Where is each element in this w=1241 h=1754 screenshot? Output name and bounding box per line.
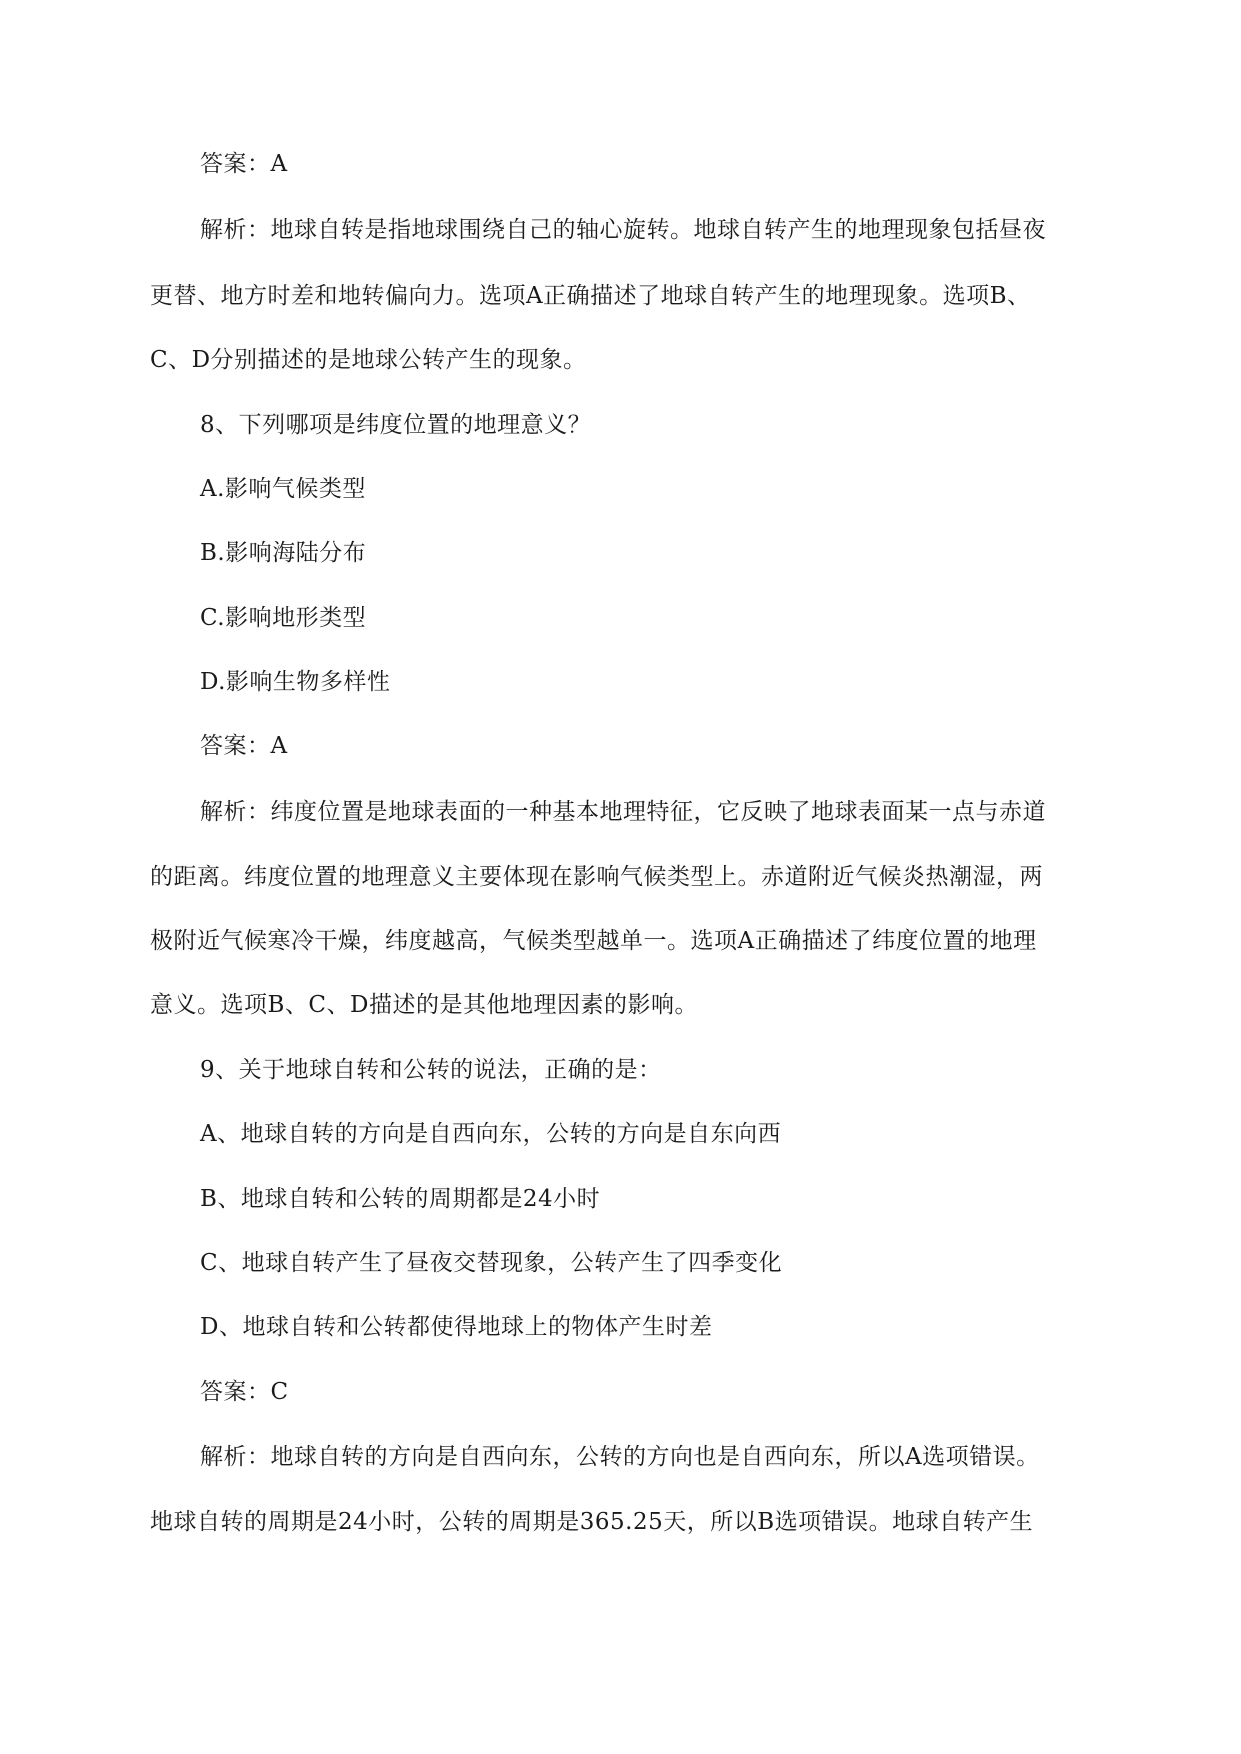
question-9-option-d: D、地球自转和公转都使得地球上的物体产生时差 bbox=[200, 1314, 713, 1340]
answer-7: 答案：A bbox=[200, 151, 288, 177]
question-9-option-c: C、地球自转产生了昼夜交替现象，公转产生了四季变化 bbox=[200, 1250, 783, 1276]
question-8-option-d: D.影响生物多样性 bbox=[200, 669, 391, 695]
analysis-7-line-2: 更替、地方时差和地转偏向力。选项A正确描述了地球自转产生的地理现象。选项B、 bbox=[150, 283, 1031, 309]
analysis-7-line-1: 解析：地球自转是指地球围绕自己的轴心旋转。地球自转产生的地理现象包括昼夜 bbox=[200, 217, 1046, 243]
answer-9: 答案：C bbox=[200, 1379, 289, 1405]
question-8-option-a: A.影响气候类型 bbox=[200, 476, 366, 502]
question-8-option-c: C.影响地形类型 bbox=[200, 605, 367, 631]
question-9-option-a: A、地球自转的方向是自西向东，公转的方向是自东向西 bbox=[200, 1121, 782, 1147]
question-9-option-b: B、地球自转和公转的周期都是24小时 bbox=[200, 1186, 601, 1212]
analysis-9-line-2: 地球自转的周期是24小时，公转的周期是365.25天，所以B选项错误。地球自转产生 bbox=[150, 1509, 1034, 1535]
answer-8: 答案：A bbox=[200, 733, 288, 759]
analysis-9-line-1: 解析：地球自转的方向是自西向东，公转的方向也是自西向东，所以A选项错误。 bbox=[200, 1444, 1040, 1470]
analysis-8-line-1: 解析：纬度位置是地球表面的一种基本地理特征，它反映了地球表面某一点与赤道 bbox=[200, 799, 1046, 825]
analysis-8-line-3: 极附近气候寒冷干燥，纬度越高，气候类型越单一。选项A正确描述了纬度位置的地理 bbox=[150, 928, 1037, 954]
analysis-7-line-3: C、D分别描述的是地球公转产生的现象。 bbox=[150, 347, 587, 373]
question-8: 8、下列哪项是纬度位置的地理意义？ bbox=[200, 412, 592, 438]
question-8-option-b: B.影响海陆分布 bbox=[200, 540, 367, 566]
analysis-8-line-4: 意义。选项B、C、D描述的是其他地理因素的影响。 bbox=[150, 992, 698, 1018]
question-9: 9、关于地球自转和公转的说法，正确的是： bbox=[200, 1057, 662, 1083]
analysis-8-line-2: 的距离。纬度位置的地理意义主要体现在影响气候类型上。赤道附近气候炎热潮湿，两 bbox=[150, 864, 1043, 890]
